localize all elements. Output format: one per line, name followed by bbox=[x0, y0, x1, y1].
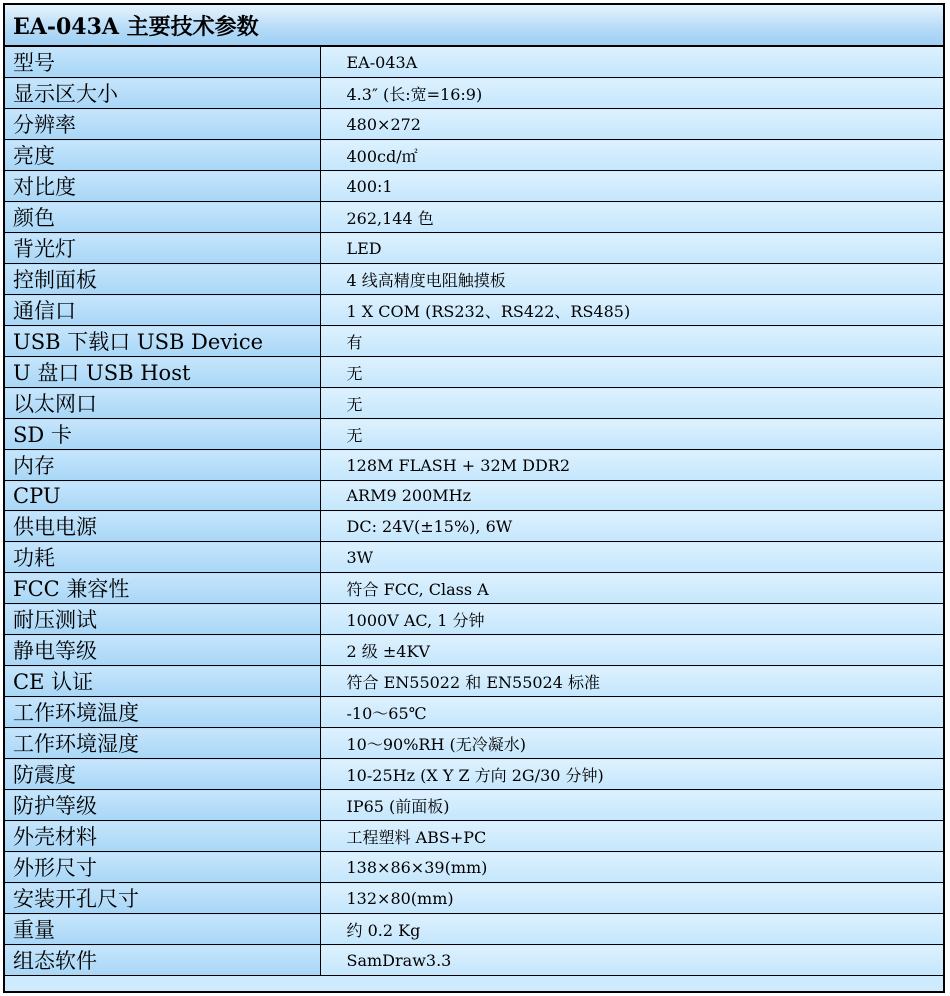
spec-table bbox=[5, 47, 943, 976]
param-value: 400cd/㎡ bbox=[320, 140, 943, 171]
param-value: 有 bbox=[320, 326, 943, 357]
param-value: 10～90%RH (无冷凝水) bbox=[320, 728, 943, 759]
table-row bbox=[5, 450, 943, 481]
param-name: U 盘口 USB Host bbox=[5, 357, 320, 388]
param-name: 供电电源 bbox=[5, 511, 320, 542]
param-name: 内存 bbox=[5, 450, 320, 481]
param-value: 符合 FCC, Class A bbox=[320, 573, 943, 604]
param-name: 型号 bbox=[5, 47, 320, 78]
table-row bbox=[5, 140, 943, 171]
param-value: DC: 24V(±15%), 6W bbox=[320, 511, 943, 542]
param-name: CPU bbox=[5, 481, 320, 511]
table-row bbox=[5, 883, 943, 914]
param-name: 背光灯 bbox=[5, 233, 320, 264]
table-row bbox=[5, 357, 943, 388]
param-value: 10-25Hz (X Y Z 方向 2G/30 分钟) bbox=[320, 759, 943, 790]
param-value: 4.3″ (长:宽=16:9) bbox=[320, 78, 943, 109]
param-name: 工作环境湿度 bbox=[5, 728, 320, 759]
table-row bbox=[5, 109, 943, 140]
param-name: 显示区大小 bbox=[5, 78, 320, 109]
table-row bbox=[5, 604, 943, 635]
param-name: 外形尺寸 bbox=[5, 852, 320, 883]
table-row bbox=[5, 326, 943, 357]
table-row bbox=[5, 511, 943, 542]
param-value: 480×272 bbox=[320, 109, 943, 140]
table-row bbox=[5, 790, 943, 821]
table-row bbox=[5, 914, 943, 945]
table-row bbox=[5, 945, 943, 976]
param-value: 4 线高精度电阻触摸板 bbox=[320, 264, 943, 295]
table-row bbox=[5, 821, 943, 852]
param-value: 1 X COM (RS232、RS422、RS485) bbox=[320, 295, 943, 326]
table-row bbox=[5, 697, 943, 728]
param-name: CE 认证 bbox=[5, 666, 320, 697]
param-name: USB 下载口 USB Device bbox=[5, 326, 320, 357]
param-name: 耐压测试 bbox=[5, 604, 320, 635]
param-value: 无 bbox=[320, 419, 943, 450]
param-name: 外壳材料 bbox=[5, 821, 320, 852]
table-row bbox=[5, 635, 943, 666]
table-row bbox=[5, 759, 943, 790]
param-value: 无 bbox=[320, 357, 943, 388]
table-row bbox=[5, 295, 943, 326]
table-row bbox=[5, 481, 943, 511]
table-row bbox=[5, 171, 943, 202]
param-name: 静电等级 bbox=[5, 635, 320, 666]
param-name: FCC 兼容性 bbox=[5, 573, 320, 604]
table-row bbox=[5, 233, 943, 264]
param-value: 400:1 bbox=[320, 171, 943, 202]
param-name: 功耗 bbox=[5, 542, 320, 573]
table-row bbox=[5, 78, 943, 109]
param-value: -10～65℃ bbox=[320, 697, 943, 728]
param-value: IP65 (前面板) bbox=[320, 790, 943, 821]
table-row bbox=[5, 542, 943, 573]
param-name: 控制面板 bbox=[5, 264, 320, 295]
param-value: 工程塑料 ABS+PC bbox=[320, 821, 943, 852]
table-row bbox=[5, 728, 943, 759]
param-name: 以太网口 bbox=[5, 388, 320, 419]
param-name: 防震度 bbox=[5, 759, 320, 790]
param-name: 颜色 bbox=[5, 202, 320, 233]
param-name: 重量 bbox=[5, 914, 320, 945]
table-row bbox=[5, 419, 943, 450]
param-value: 128M FLASH + 32M DDR2 bbox=[320, 450, 943, 481]
param-value: ARM9 200MHz bbox=[320, 481, 943, 511]
param-value: 符合 EN55022 和 EN55024 标准 bbox=[320, 666, 943, 697]
table-row bbox=[5, 202, 943, 233]
param-value: 约 0.2 Kg bbox=[320, 914, 943, 945]
param-value: 138×86×39(mm) bbox=[320, 852, 943, 883]
param-name: 对比度 bbox=[5, 171, 320, 202]
table-row bbox=[5, 666, 943, 697]
param-value: EA-043A bbox=[320, 47, 943, 78]
spec-table-body bbox=[5, 47, 943, 976]
param-value: 3W bbox=[320, 542, 943, 573]
param-value: 无 bbox=[320, 388, 943, 419]
table-row bbox=[5, 388, 943, 419]
param-value: 262,144 色 bbox=[320, 202, 943, 233]
param-value: 132×80(mm) bbox=[320, 883, 943, 914]
spec-sheet bbox=[3, 3, 945, 993]
param-name: 组态软件 bbox=[5, 945, 320, 976]
table-row bbox=[5, 264, 943, 295]
table-row bbox=[5, 573, 943, 604]
param-name: 工作环境温度 bbox=[5, 697, 320, 728]
param-value: SamDraw3.3 bbox=[320, 945, 943, 976]
param-name: 防护等级 bbox=[5, 790, 320, 821]
table-row bbox=[5, 47, 943, 78]
table-row bbox=[5, 852, 943, 883]
param-value: LED bbox=[320, 233, 943, 264]
param-value: 1000V AC, 1 分钟 bbox=[320, 604, 943, 635]
param-name: SD 卡 bbox=[5, 419, 320, 450]
param-name: 安装开孔尺寸 bbox=[5, 883, 320, 914]
table-title: EA-043A 主要技术参数 bbox=[5, 5, 943, 47]
param-name: 通信口 bbox=[5, 295, 320, 326]
param-name: 分辨率 bbox=[5, 109, 320, 140]
param-name: 亮度 bbox=[5, 140, 320, 171]
param-value: 2 级 ±4KV bbox=[320, 635, 943, 666]
